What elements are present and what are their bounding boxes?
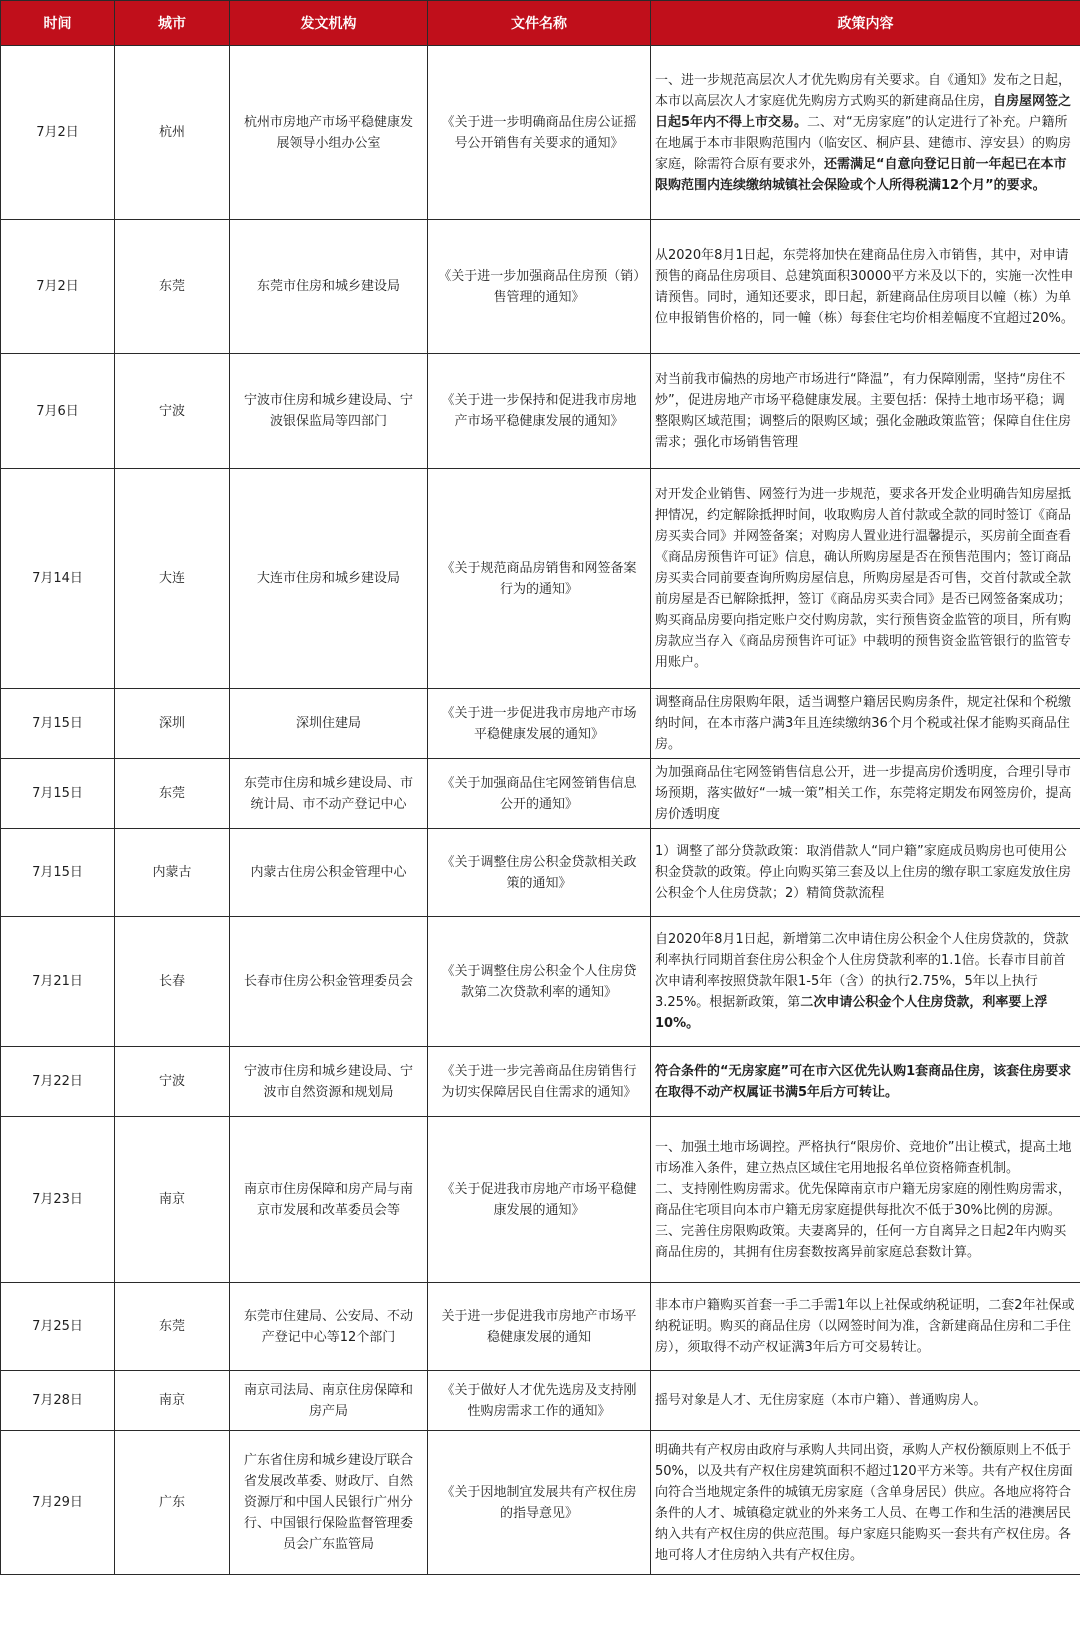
policy-text: 对开发企业销售、网签行为进一步规范，要求各开发企业明确告知房屋抵押情况，约定解除抵押时间，收取购房人首付款或全款的同时签订《商品房买卖合同》并网签备案；对购房人置业进行温馨提示，买房前全面查看《商品房预售许可证》信息，确认所购房屋是否在预售范围内；签订商品房买卖合同前要查询所购房屋信息，所购房屋是否可售，交首付款或全款前房屋是否已解除抵押，签订《商品房买卖合同》是否已网签备案成功；购买商品房要向指定账户交付购房款，实行预售资金监管的项目，所有购房款应当存入《商品房预售许可证》中载明的预售资金监管银行的监管专用账户。 bbox=[655, 487, 1072, 670]
date-cell: 7月28日 bbox=[1, 1371, 115, 1431]
date-cell: 7月2日 bbox=[1, 220, 115, 354]
policy-content-cell bbox=[651, 1431, 1080, 1575]
policy-text-bold: 自房屋网签之日起5年内不得上市交易。 bbox=[655, 93, 1072, 130]
policy-text: 自2020年8月1日起，新增第二次申请住房公积金个人住房贷款的，贷款利率执行同期首套住房公积金个人住房贷款利率的1.1倍。长春市目前首次申请利率按照贷款年限1-5年（含）的执行2.75%，5年以上执行3.25%。根据新政策，第 bbox=[655, 932, 1069, 1010]
date-cell: 7月15日 bbox=[1, 759, 115, 829]
document-cell: 《关于调整住房公积金贷款相关政策的通知》 bbox=[428, 829, 651, 917]
policy-content-cell bbox=[651, 917, 1080, 1047]
agency-cell: 杭州市房地产市场平稳健康发展领导小组办公室 bbox=[230, 46, 428, 220]
agency-cell: 宁波市住房和城乡建设局、宁波市自然资源和规划局 bbox=[230, 1047, 428, 1117]
table-row bbox=[1, 1371, 1080, 1431]
city-cell: 杭州 bbox=[115, 46, 230, 220]
document-cell: 《关于进一步完善商品住房销售行为切实保障居民自住需求的通知》 bbox=[428, 1047, 651, 1117]
policy-content-cell bbox=[651, 829, 1080, 917]
document-cell: 《关于规范商品房销售和网签备案行为的通知》 bbox=[428, 469, 651, 689]
header-date: 时间 bbox=[1, 1, 115, 46]
table-row bbox=[1, 354, 1080, 469]
policy-text-bold: 二次申请公积金个人住房贷款，利率要上浮10%。 bbox=[655, 995, 1048, 1031]
date-cell: 7月29日 bbox=[1, 1431, 115, 1575]
policy-text-bold: 还需满足“自意向登记日前一年起已在本市限购范围内连续缴纳城镇社会保险或个人所得税满12个月”的要求。 bbox=[655, 156, 1067, 193]
date-cell: 7月22日 bbox=[1, 1047, 115, 1117]
table-row bbox=[1, 1431, 1080, 1575]
city-cell: 深圳 bbox=[115, 689, 230, 759]
document-cell: 《关于进一步促进我市房地产市场平稳健康发展的通知》 bbox=[428, 689, 651, 759]
header-content: 政策内容 bbox=[651, 1, 1080, 46]
date-cell: 7月23日 bbox=[1, 1117, 115, 1283]
city-cell: 东莞 bbox=[115, 759, 230, 829]
document-cell: 《关于加强商品住宅网签销售信息公开的通知》 bbox=[428, 759, 651, 829]
policy-text: 明确共有产权房由政府与承购人共同出资，承购人产权份额原则上不低于50%，以及共有产权住房建筑面积不超过120平方米等。共有产权住房面向符合当地规定条件的城镇无房家庭（含单身居民）供应。各地应将符合条件的人才、城镇稳定就业的外来务工人员、在粤工作和生活的港澳居民纳入共有产权住房的供应范围。每户家庭只能购买一套共有产权住房。各地可将人才住房纳入共有产权住房。 bbox=[655, 1442, 1073, 1563]
city-cell: 东莞 bbox=[115, 220, 230, 354]
header-agency: 发文机构 bbox=[230, 1, 428, 46]
table-body bbox=[1, 46, 1080, 1575]
city-cell: 南京 bbox=[115, 1117, 230, 1283]
agency-cell: 宁波市住房和城乡建设局、宁波银保监局等四部门 bbox=[230, 354, 428, 469]
date-cell: 7月6日 bbox=[1, 354, 115, 469]
table-row bbox=[1, 46, 1080, 220]
policy-content-cell bbox=[651, 469, 1080, 689]
policy-text-bold: 符合条件的“无房家庭”可在市六区优先认购1套商品住房，该套住房要求在取得不动产权属证书满5年后方可转让。 bbox=[655, 1063, 1072, 1100]
policy-content-cell bbox=[651, 1047, 1080, 1117]
policy-text: 二、支持刚性购房需求。优先保障南京市户籍无房家庭的刚性购房需求，商品住宅项目向本市户籍无房家庭提供每批次不低于30%比例的房源。 bbox=[655, 1181, 1072, 1218]
table-row bbox=[1, 829, 1080, 917]
agency-cell: 大连市住房和城乡建设局 bbox=[230, 469, 428, 689]
city-cell: 内蒙古 bbox=[115, 829, 230, 917]
city-cell: 东莞 bbox=[115, 1283, 230, 1371]
date-cell: 7月15日 bbox=[1, 689, 115, 759]
policy-text: 一、进一步规范高层次人才优先购房有关要求。自《通知》发布之日起，本市以高层次人才家庭优先购房方式购买的新建商品住房， bbox=[655, 72, 1072, 109]
table-row bbox=[1, 1283, 1080, 1371]
policy-content-cell bbox=[651, 220, 1080, 354]
header-document: 文件名称 bbox=[428, 1, 651, 46]
agency-cell: 深圳住建局 bbox=[230, 689, 428, 759]
policy-text: 非本市户籍购买首套一手二手需1年以上社保或纳税证明，二套2年社保或纳税证明。购买的商品住房（以网签时间为准，含新建商品住房和二手住房），须取得不动产权证满3年后方可交易转让。 bbox=[655, 1298, 1075, 1355]
document-cell: 关于进一步促进我市房地产市场平稳健康发展的通知 bbox=[428, 1283, 651, 1371]
document-cell: 《关于因地制宜发展共有产权住房的指导意见》 bbox=[428, 1431, 651, 1575]
date-cell: 7月15日 bbox=[1, 829, 115, 917]
table-row bbox=[1, 917, 1080, 1047]
policy-text: 从2020年8月1日起，东莞将加快在建商品住房入市销售，其中，对申请预售的商品住房项目、总建筑面积30000平方米及以下的，实施一次性申请预售。同时，通知还要求，即日起，新建商品住房项目以幢（栋）为单位申报销售价格的，同一幢（栋）每套住宅均价相差幅度不宜超过20%。 bbox=[655, 247, 1074, 326]
city-cell: 南京 bbox=[115, 1371, 230, 1431]
document-cell: 《关于进一步明确商品住房公证摇号公开销售有关要求的通知》 bbox=[428, 46, 651, 220]
agency-cell: 东莞市住房和城乡建设局、市统计局、市不动产登记中心 bbox=[230, 759, 428, 829]
policy-content-cell bbox=[651, 759, 1080, 829]
policy-content-cell bbox=[651, 46, 1080, 220]
policy-text: 二、对“无房家庭”的认定进行了补充。户籍所在地属于本市非限购范围内（临安区、桐庐县、建德市、淳安县）的购房家庭，除需符合原有要求外， bbox=[655, 114, 1072, 172]
agency-cell: 南京市住房保障和房产局与南京市发展和改革委员会等 bbox=[230, 1117, 428, 1283]
policy-text: 为加强商品住宅网签销售信息公开，进一步提高房价透明度，合理引导市场预期，落实做好“一城一策”相关工作，东莞将定期发布网签房价，提高房价透明度 bbox=[655, 765, 1072, 822]
agency-cell: 东莞市住建局、公安局、不动产登记中心等12个部门 bbox=[230, 1283, 428, 1371]
agency-cell: 广东省住房和城乡建设厅联合省发展改革委、财政厅、自然资源厅和中国人民银行广州分行、中国银行保险监督管理委员会广东监管局 bbox=[230, 1431, 428, 1575]
policy-content-cell bbox=[651, 1283, 1080, 1371]
agency-cell: 长春市住房公积金管理委员会 bbox=[230, 917, 428, 1047]
city-cell: 长春 bbox=[115, 917, 230, 1047]
policy-text: 一、加强土地市场调控。严格执行“限房价、竞地价”出让模式，提高土地市场准入条件，建立热点区域住宅用地报名单位资格筛查机制。 bbox=[655, 1139, 1072, 1176]
policy-content-cell bbox=[651, 354, 1080, 469]
agency-cell: 内蒙古住房公积金管理中心 bbox=[230, 829, 428, 917]
policy-content-cell bbox=[651, 689, 1080, 759]
table-row bbox=[1, 220, 1080, 354]
date-cell: 7月2日 bbox=[1, 46, 115, 220]
policy-text: 摇号对象是人才、无住房家庭（本市户籍）、普通购房人。 bbox=[655, 1393, 987, 1408]
policy-content-cell bbox=[651, 1117, 1080, 1283]
document-cell: 《关于进一步保持和促进我市房地产市场平稳健康发展的通知》 bbox=[428, 354, 651, 469]
document-cell: 《关于做好人才优先选房及支持刚性购房需求工作的通知》 bbox=[428, 1371, 651, 1431]
table-row bbox=[1, 469, 1080, 689]
date-cell: 7月25日 bbox=[1, 1283, 115, 1371]
policy-text: 对当前我市偏热的房地产市场进行“降温”，有力保障刚需，坚持“房住不炒”，促进房地产市场平稳健康发展。主要包括：保持土地市场平稳；调整限购区域范围；调整后的限购区域；强化金融政策监管；保障自住住房需求；强化市场销售管理 bbox=[655, 372, 1072, 450]
date-cell: 7月14日 bbox=[1, 469, 115, 689]
policy-text: 三、完善住房限购政策。夫妻离异的，任何一方自离异之日起2年内购买商品住房的，其拥有住房套数按离异前家庭总套数计算。 bbox=[655, 1223, 1067, 1260]
date-cell: 7月21日 bbox=[1, 917, 115, 1047]
table-row bbox=[1, 1117, 1080, 1283]
city-cell: 大连 bbox=[115, 469, 230, 689]
header-row bbox=[1, 1, 1080, 46]
table-row bbox=[1, 759, 1080, 829]
document-cell: 《关于促进我市房地产市场平稳健康发展的通知》 bbox=[428, 1117, 651, 1283]
agency-cell: 东莞市住房和城乡建设局 bbox=[230, 220, 428, 354]
policy-text: 1）调整了部分贷款政策：取消借款人“同户籍”家庭成员购房也可使用公积金贷款的政策。停止向购买第三套及以上住房的缴存职工家庭发放住房公积金个人住房贷款；2）精简贷款流程 bbox=[655, 844, 1072, 901]
policy-text: 调整商品住房限购年限，适当调整户籍居民购房条件，规定社保和个税缴纳时间，在本市落户满3年且连续缴纳36个月个税或社保才能购买商品住房。 bbox=[655, 695, 1072, 752]
table-row bbox=[1, 1047, 1080, 1117]
city-cell: 宁波 bbox=[115, 354, 230, 469]
policy-content-cell bbox=[651, 1371, 1080, 1431]
document-cell: 《关于调整住房公积金个人住房贷款第二次贷款利率的通知》 bbox=[428, 917, 651, 1047]
header-city: 城市 bbox=[115, 1, 230, 46]
agency-cell: 南京司法局、南京住房保障和房产局 bbox=[230, 1371, 428, 1431]
city-cell: 宁波 bbox=[115, 1047, 230, 1117]
city-cell: 广东 bbox=[115, 1431, 230, 1575]
table-row bbox=[1, 689, 1080, 759]
document-cell: 《关于进一步加强商品住房预（销）售管理的通知》 bbox=[428, 220, 651, 354]
